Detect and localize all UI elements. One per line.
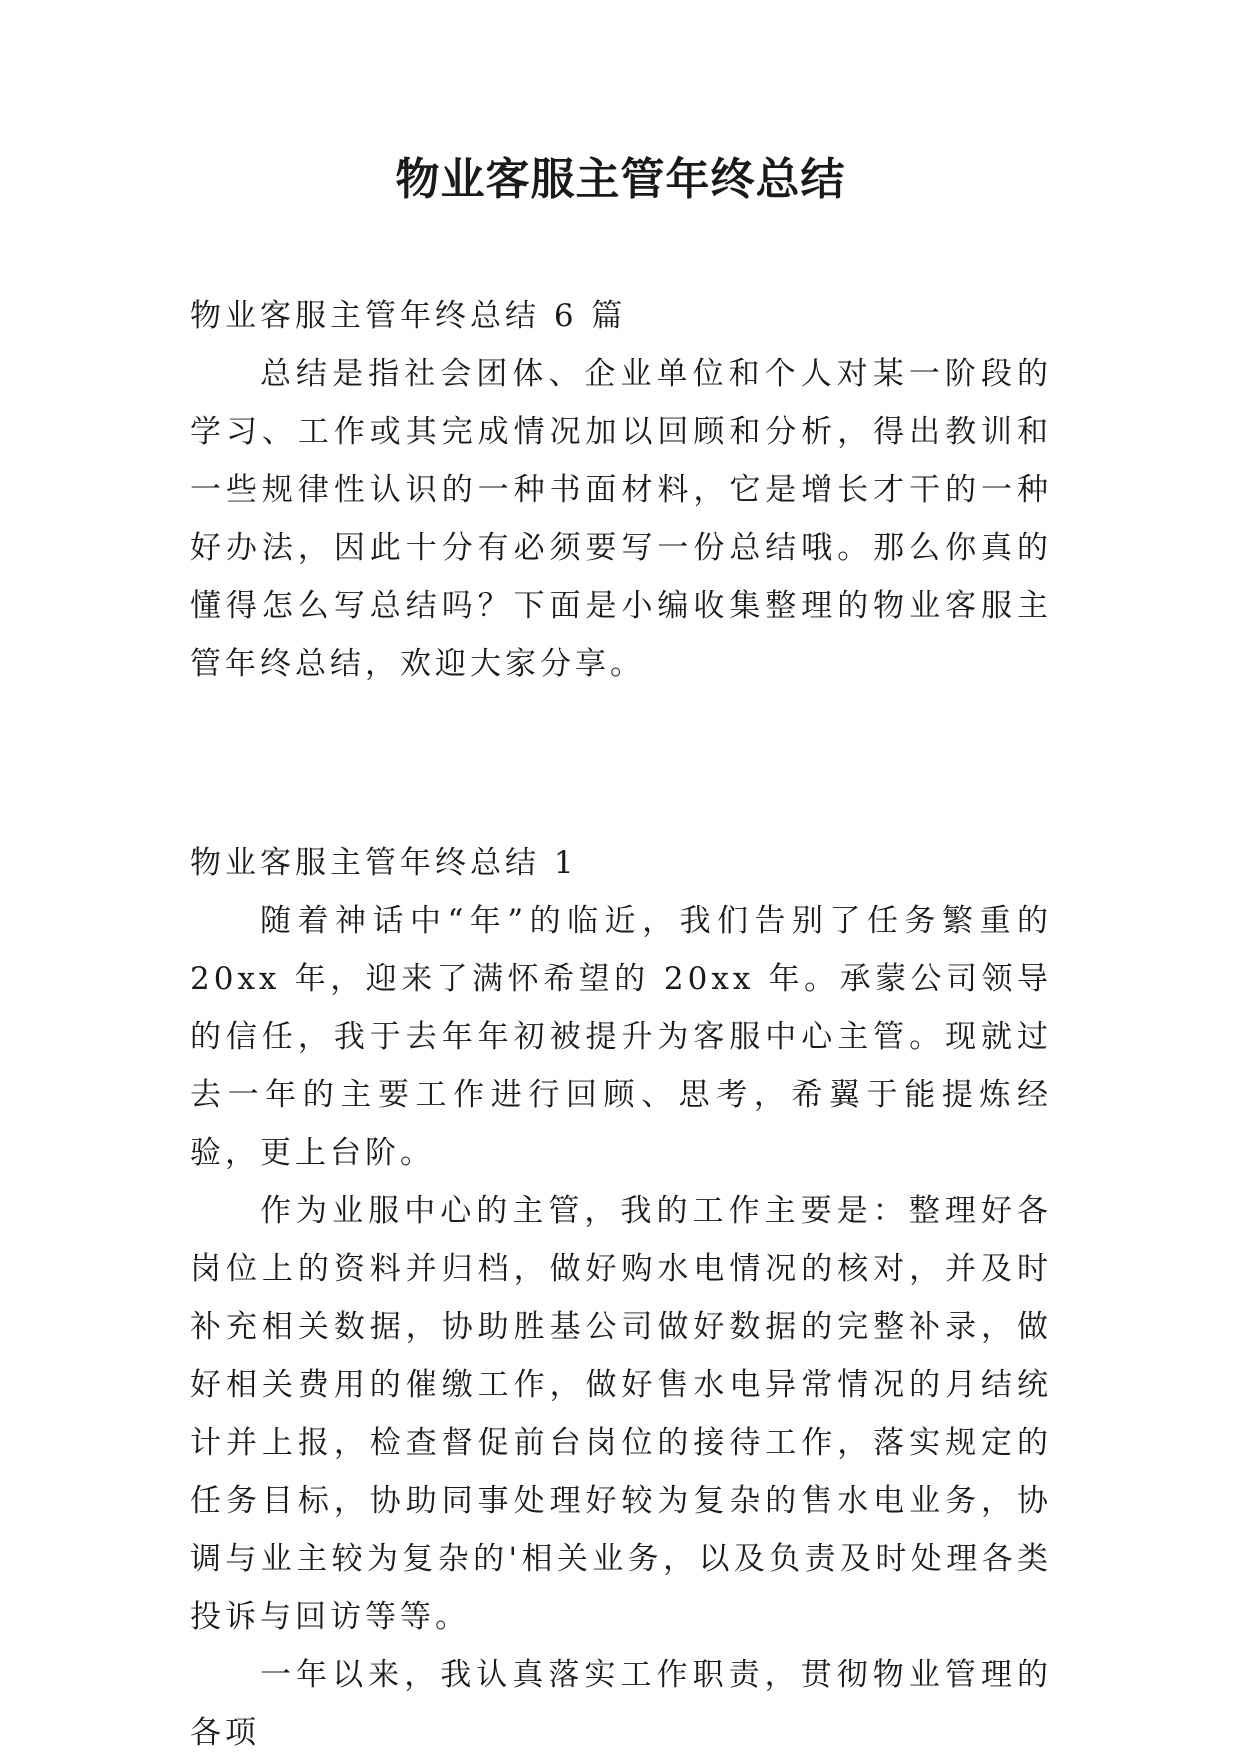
section-1-paragraph-1: 随着神话中“年”的临近，我们告别了任务繁重的 20xx 年，迎来了满怀希望的 20xx 年。承蒙公司领导的信任，我于去年年初被提升为客服中心主管。现就过去一年的主要工作进行回顾、思考，希翼于能提炼经验，更上台阶。 [190, 903, 1052, 1171]
intro-section [190, 345, 1052, 693]
section-1-paragraph-3: 一年以来，我认真落实工作职责，贯彻物业管理的各项 [190, 1657, 1052, 1751]
section-1-paragraph-2: 作为业服中心的主管，我的工作主要是：整理好各岗位上的资料并归档，做好购水电情况的核对，并及时补充相关数据，协助胜基公司做好数据的完整补录，做好相关费用的催缴工作，做好售水电异常情况的月结统计并上报，检查督促前台岗位的接待工作，落实规定的任务目标，协助同事处理好较为复杂的售水电业务，协调与业主较为复杂的'相关业务，以及负责及时处理各类投诉与回访等等。 [190, 1193, 1052, 1635]
intro-heading: 物业客服主管年终总结 6 篇 [190, 298, 627, 334]
section-1-body [190, 892, 1052, 1762]
intro-paragraph: 总结是指社会团体、企业单位和个人对某一阶段的学习、工作或其完成情况加以回顾和分析，得出教训和一些规律性认识的一种书面材料，它是增长才干的一种好办法，因此十分有必须要写一份总结哦。那么你真的懂得怎么写总结吗？下面是小编收集整理的物业客服主管年终总结，欢迎大家分享。 [190, 356, 1052, 682]
document-title: 物业客服主管年终总结 [395, 154, 846, 205]
section-1-heading: 物业客服主管年终总结 1 [190, 845, 578, 881]
